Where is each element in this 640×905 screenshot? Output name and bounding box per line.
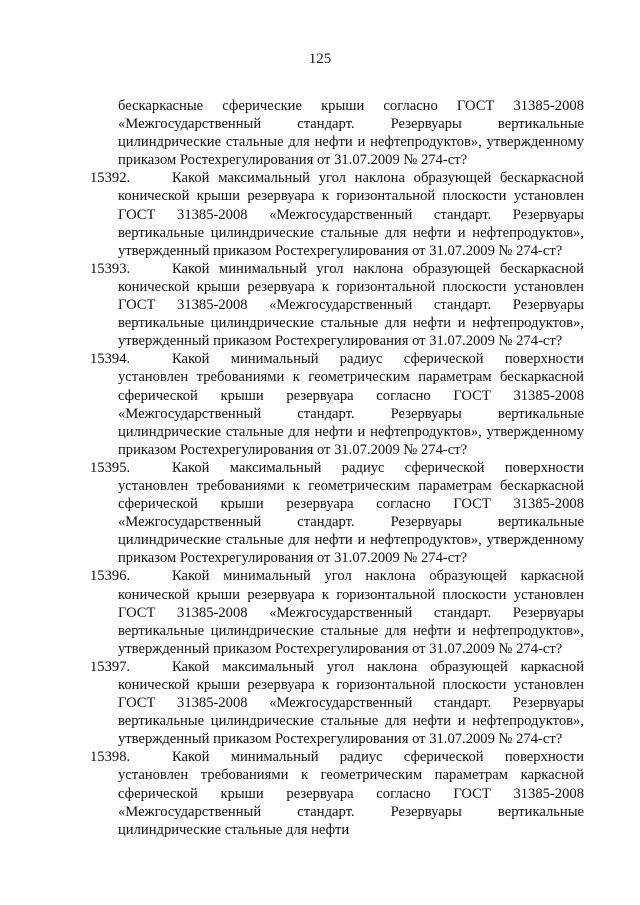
question-item	[90, 260, 584, 350]
question-number: 15394.	[90, 351, 131, 368]
question-number: 15398.	[90, 749, 131, 766]
question-number: 15396.	[90, 568, 131, 585]
question-item	[90, 658, 584, 748]
question-text: Какой минимальный угол наклона образующей каркасной конической крыши резервуара к горизонтальной плоскости установлен ГОСТ 31385-2008 «Межгосударственный стандарт. Резервуары вертикальные цилиндрические стальные для нефти и нефтепродуктов», утвержденный приказом Ростехрегулирования от 31.07.2009 № 274-ст?	[118, 568, 584, 657]
page-content	[90, 97, 584, 839]
question-number: 15392.	[90, 170, 131, 187]
question-text: Какой максимальный угол наклона образующей бескаркасной конической крыши резервуара к горизонтальной плоскости установлен ГОСТ 31385-2008 «Межгосударственный стандарт. Резервуары вертикальные цилиндрические стальные для нефти и нефтепродуктов», утвержденный приказом Ростехрегулирования от 31.07.2009 № 274-ст?	[118, 170, 584, 259]
question-item	[90, 567, 584, 657]
question-number: 15397.	[90, 658, 131, 675]
question-item	[90, 748, 584, 838]
question-item	[90, 350, 584, 459]
intro-paragraph: бескаркасные сферические крыши согласно ГОСТ 31385-2008 «Межгосударственный стандарт. Резервуары вертикальные цилиндрические стальные для нефти и нефтепродуктов», утвержденному приказом Ростехрегулирования от 31.07.2009 № 274-ст?	[118, 98, 584, 169]
question-text: Какой максимальный угол наклона образующей каркасной конической крыши резервуара к горизонтальной плоскости установлен ГОСТ 31385-2008 «Межгосударственный стандарт. Резервуары вертикальные цилиндрические стальные для нефти и нефтепродуктов», утвержденный приказом Ростехрегулирования от 31.07.2009 № 274-ст?	[118, 658, 584, 748]
question-text: Какой минимальный радиус сферической поверхности установлен требованиями к геометрическим параметрам каркасной сферической крыши резервуара согласно ГОСТ 31385-2008 «Межгосударственный стандарт. Резервуары вертикальные цилиндрические стальные для нефти	[118, 749, 584, 838]
question-text: Какой максимальный радиус сферической поверхности установлен требованиями к геометрическим параметрам бескаркасной сферической крыши резервуара согласно ГОСТ 31385-2008 «Межгосударственный стандарт. Резервуары вертикальные цилиндрические стальные для нефти и нефтепродуктов», утвержденному приказом Ростехрегулирования от 31.07.2009 № 274-ст?	[118, 459, 584, 567]
question-number: 15395.	[90, 459, 131, 476]
page-number: 125	[308, 51, 332, 67]
question-item	[90, 459, 584, 568]
question-text: Какой минимальный радиус сферической поверхности установлен требованиями к геометрическим параметрам бескаркасной сферической крыши резервуара согласно ГОСТ 31385-2008 «Межгосударственный стандарт. Резервуары вертикальные цилиндрические стальные для нефти и нефтепродуктов», утвержденному приказом Ростехрегулирования от 31.07.2009 № 274-ст?	[118, 351, 584, 458]
question-number: 15393.	[90, 260, 131, 277]
question-item	[90, 169, 584, 259]
question-text: Какой минимальный угол наклона образующей бескаркасной конической крыши резервуара к горизонтальной плоскости установлен ГОСТ 31385-2008 «Межгосударственный стандарт. Резервуары вертикальные цилиндрические стальные для нефти и нефтепродуктов», утвержденный приказом Ростехрегулирования от 31.07.2009 № 274-ст?	[118, 260, 584, 350]
